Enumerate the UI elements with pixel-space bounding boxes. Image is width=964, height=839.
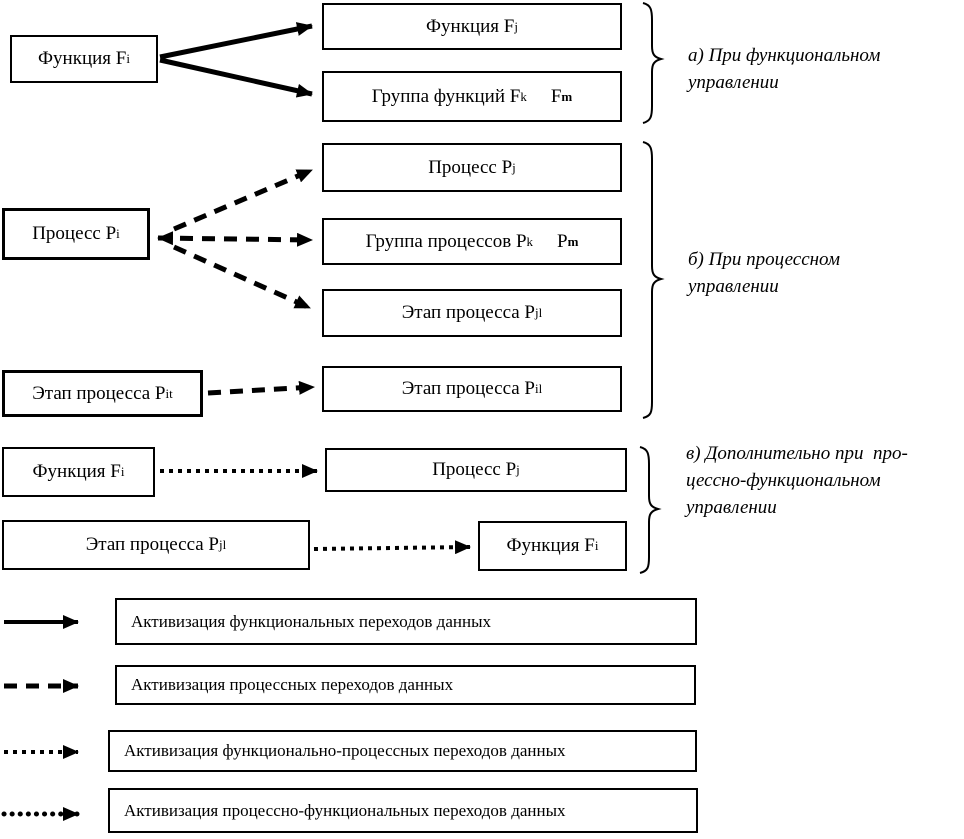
- legend-arrow-samples: [4, 622, 78, 814]
- caption-line: цессно-функциональном: [686, 470, 881, 491]
- arrow-pit-to-pil: [208, 387, 314, 393]
- section-v-caption: [686, 440, 908, 521]
- group-braces: [640, 3, 661, 573]
- brace-section-a: [643, 3, 661, 123]
- caption-line: в) Дополнительно при про-: [686, 443, 908, 464]
- functional-transition-arrows: [160, 26, 312, 94]
- box-function-fi-source: Функция F i: [10, 35, 158, 83]
- section-a-caption: [688, 42, 880, 96]
- section-b-caption: [688, 246, 840, 300]
- box-label: Функция F: [506, 535, 595, 556]
- box-label: Этап процесса P: [85, 534, 220, 555]
- box-label-part2: F: [550, 85, 562, 107]
- box-label: Процесс P: [32, 223, 117, 244]
- caption-line: б) При процессном: [688, 249, 840, 270]
- box-process-pj: Процесс P j: [322, 143, 622, 192]
- box-process-stage-pjl: Этап процесса P jl: [322, 289, 622, 337]
- box-process-group-pk-pm: Группа процессов P k P m: [322, 218, 622, 265]
- arrow-pi-to-pjl: [174, 247, 310, 308]
- legend-box-functional: [115, 598, 697, 645]
- box-process-pj-v: Процесс P j: [325, 448, 627, 492]
- caption-line: управлении: [686, 497, 777, 518]
- brace-section-v: [640, 447, 658, 573]
- legend-box-process: [115, 665, 696, 705]
- legend-label: Активизация функциональных переходов данных: [131, 611, 491, 631]
- box-label: Группа функций F: [371, 85, 521, 107]
- legend-label: Активизация процессно-функциональных переходов данных: [124, 800, 566, 820]
- box-label: Функция F: [32, 461, 121, 482]
- box-label: Процесс P: [432, 459, 517, 480]
- arrow-fi-to-fk-group: [160, 60, 312, 94]
- box-label-part2: P: [557, 230, 568, 252]
- brace-section-b: [643, 142, 661, 418]
- arrow-fi-to-fj: [160, 26, 312, 57]
- legend-label: Активизация процессных переходов данных: [131, 675, 454, 694]
- box-label: Функция F: [38, 48, 127, 69]
- box-label: Функция F: [426, 15, 515, 37]
- box-function-fi-v-source: Функция F i: [2, 447, 155, 497]
- process-transition-arrows: [158, 170, 314, 393]
- box-label: Этап процесса P: [401, 302, 536, 323]
- box-function-fj: Функция F j: [322, 3, 622, 50]
- arrow-pi-to-pk-group: [158, 238, 312, 240]
- arrow-pjl-to-fi-dotted: [314, 547, 470, 549]
- box-process-stage-pil: Этап процесса P il: [322, 366, 622, 412]
- box-process-stage-pjl-v-source: Этап процесса P jl: [2, 520, 310, 570]
- caption-line: управлении: [688, 276, 779, 297]
- caption-line: а) При функциональном: [688, 45, 881, 66]
- box-label: Группа процессов P: [365, 230, 527, 252]
- arrow-pi-to-pj: [174, 170, 312, 229]
- legend-box-process-functional: [108, 788, 698, 833]
- box-label: Этап процесса P: [401, 378, 536, 399]
- caption-line: управлении: [688, 72, 779, 93]
- box-function-fi-v-target: Функция F i: [478, 521, 627, 571]
- box-process-stage-pit-source: Этап процесса P it: [2, 370, 203, 417]
- box-label: Этап процесса P: [32, 382, 166, 404]
- box-process-pi-source: Процесс P i: [2, 208, 150, 260]
- box-label: Процесс P: [428, 156, 513, 178]
- legend-label: Активизация функционально-процессных переходов данных: [124, 741, 566, 760]
- legend-box-functional-process: [108, 730, 697, 772]
- box-function-group-fk-fm: Группа функций F k F m: [322, 71, 622, 122]
